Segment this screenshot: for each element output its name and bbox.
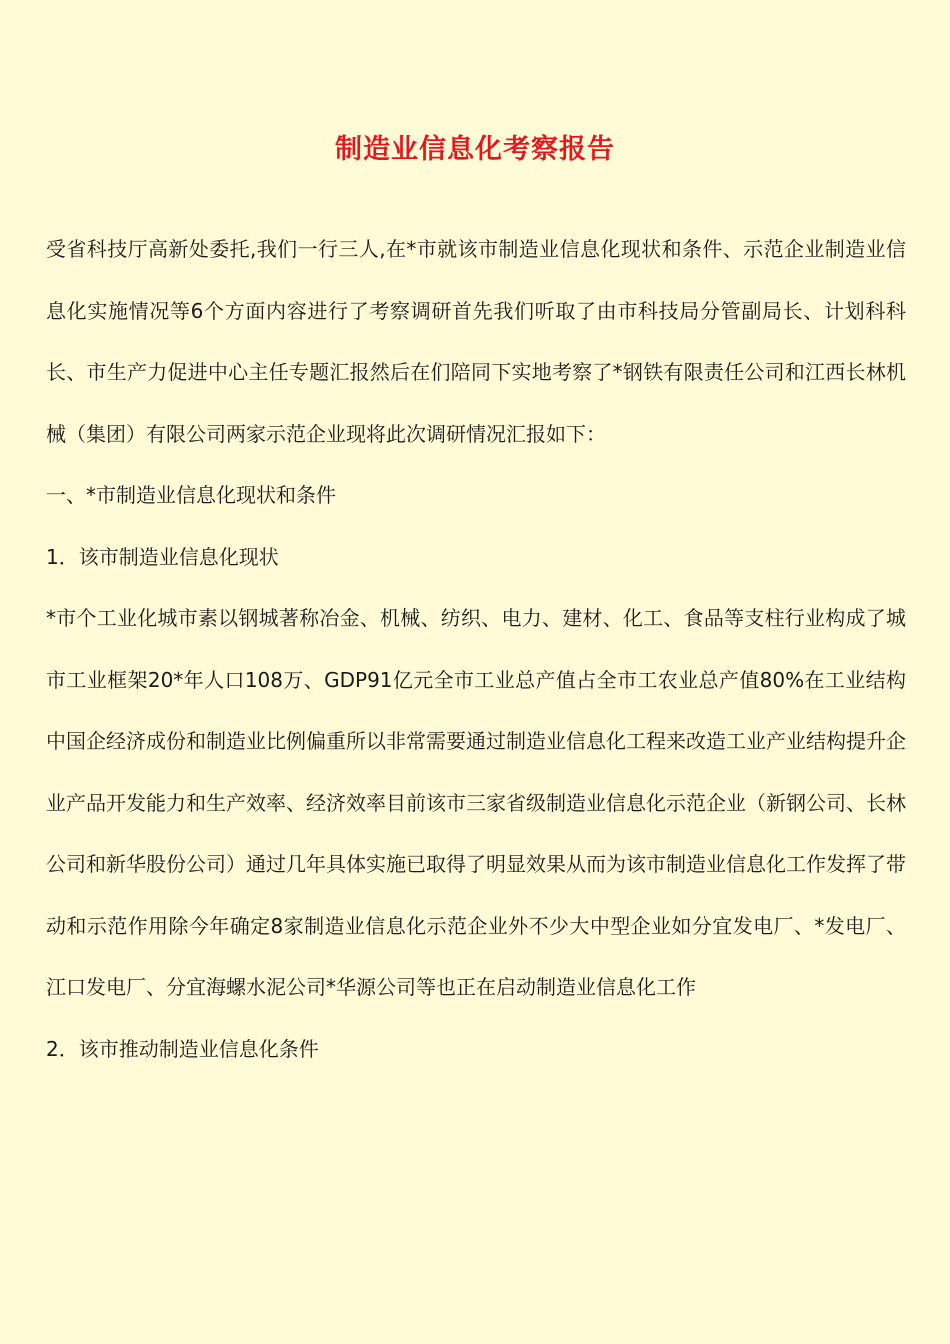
document-body (46, 219, 906, 1080)
subsection-heading-1: 1．该市制造业信息化现状 (46, 544, 279, 569)
paragraph-intro: 受省科技厅高新处委托,我们一行三人,在*市就该市制造业信息化现状和条件、示范企业制造业信息化实施情况等6个方面内容进行了考察调研首先我们听取了由市科技局分管副局长、计划科科长、市生产力促进中心主任专题汇报然后在们陪同下实地考察了*钢铁有限责任公司和江西长林机械（集团）有限公司两家示范企业现将此次调研情况汇报如下： (46, 237, 906, 446)
section-heading-1: 一、*市制造业信息化现状和条件 (46, 483, 336, 507)
document-title: 制造业信息化考察报告 (335, 134, 615, 165)
paragraph-status: *市个工业化城市素以钢城著称冶金、机械、纺织、电力、建材、化工、食品等支柱行业构成了城市工业框架20*年人口108万、GDP91亿元全市工业总产值占全市工农业总产值80%在工业结构中国企经济成份和制造业比例偏重所以非常需要通过制造业信息化工程来改造工业产业结构提升企业产品开发能力和生产效率、经济效率目前该市三家省级制造业信息化示范企业（新钢公司、长林公司和新华股份公司）通过几年具体实施已取得了明显效果从而为该市制造业信息化工作发挥了带动和示范作用除今年确定8家制造业信息化示范企业外不少大中型企业如分宜发电厂、*发电厂、江口发电厂、分宜海螺水泥公司*华源公司等也正在启动制造业信息化工作 (46, 606, 906, 999)
subsection-heading-2: 2．该市推动制造业信息化条件 (46, 1036, 319, 1061)
